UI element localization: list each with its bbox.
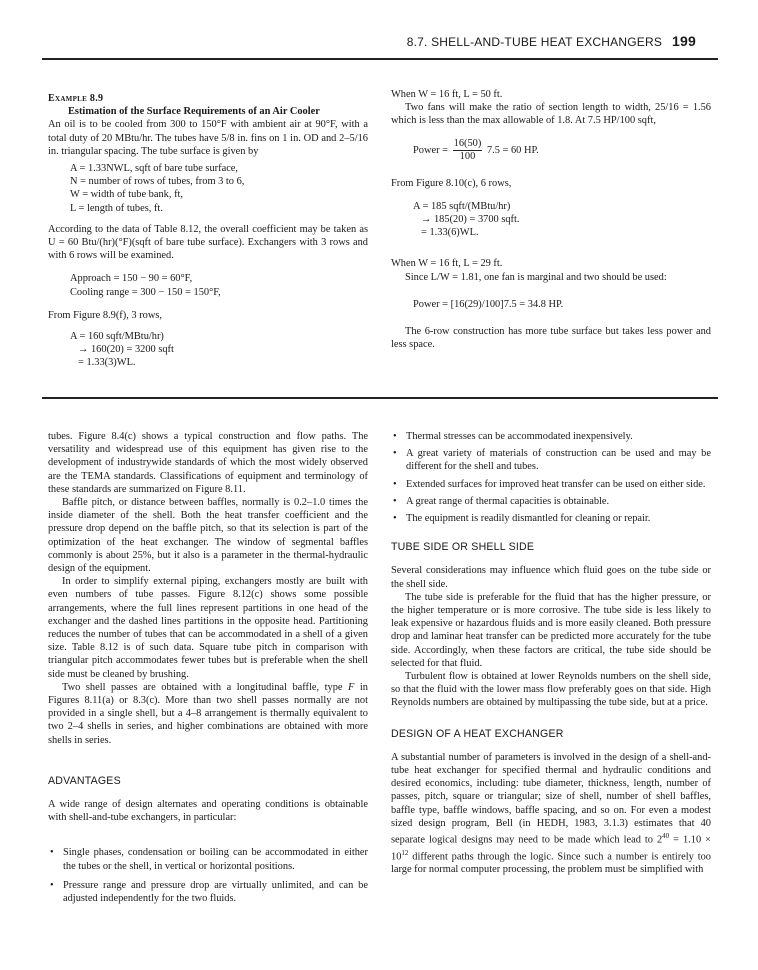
calc6-line1: A = 185 sqft/(MBtu/hr) [413,200,511,212]
example-label: Example 8.9 [48,93,104,104]
p4-before: Two shell passes are obtained with a longitudinal baffle, type [62,681,349,693]
tube-side-p1: Several considerations may influence which fluid goes on the tube side or the shell side. [391,565,711,590]
list-item: • A great variety of materials of construction can be used and may be different for the shell and tubes. [391,447,711,473]
fans-paragraph: Two fans will make the ratio of section length to width, 25/16 = 1.56 which is less than the max allowable of 1.8. At 7.5 HP/100 sqft, [391,102,711,127]
tube-side-p2: The tube side is preferable for the fluid that has the higher pressure, or the higher temperature or is more corrosive. The tube side is less likely to leak expensive or hazardous fluids and is more easily cleaned. Both pressure drop and laminar heat transfer can be predicted more accurately for the tube side. Accordingly, when these factors are critical, the tube side should be selected for that fluid. [391,591,711,669]
body-left-p1: tubes. Figure 8.4(c) shows a typical construction and flow paths. The versatility and widespread use of this equipment has given rise to the development of industrywide standards of which the most widely observed are the TEMA standards. Classifications of equipment and terminology of these standards are summarized on Figure 8.11. [48,431,368,495]
tube-side-p3: Turbulent flow is obtained at lower Reynolds numbers on the shell side, so that the fluid with the lower mass flow preferably goes on that side. High Reynolds numbers are obtained by multipassing the tube side, but at a price. [391,671,711,709]
definition-area: A = 1.33NWL, sqft of bare tube surface, [70,163,239,175]
design-p1 [391,751,711,877]
design-p1-exp1: 40 [662,832,670,841]
page-number: 199 [672,33,696,49]
cooling-range-equation: Cooling range = 300 − 150 = 150°F, [70,286,221,298]
p4-after: in Figures 8.11(a) or 8.3(c). More than two shell passes normally are not provided in a single shell, but a 4–8 arrangement is thermally equivalent to two 2–4 shells in series, and higher combinations are obtained with more shells in series. [48,681,368,746]
since-lw-sentence: Since L/W = 1.81, one fan is marginal and two should be used: [405,271,667,283]
power1-numerator: 16(50) [453,137,482,149]
advantages-heading: ADVANTAGES [48,774,121,787]
definition-rows: N = number of rows of tubes, from 3 to 6, [70,176,245,188]
design-p1-b: = 1.10 × 10 [391,834,711,863]
design-heading: DESIGN OF A HEAT EXCHANGER [391,727,564,740]
list-item: • A great range of thermal capacities is obtainable. [391,495,711,508]
example-para2: According to the data of Table 8.12, the overall coefficient may be taken as U = 60 Btu/(hr)(°F)(sqft of bare tube surface). Exchangers with 3 rows and with 6 rows will be examined. [48,223,368,262]
example-title: Estimation of the Surface Requirements of an Air Cooler [68,106,320,118]
definition-width: W = width of tube bank, ft, [70,189,184,201]
design-p1-exp2: 12 [401,848,409,857]
power1-denominator: 100 [459,150,476,162]
approach-equation: Approach = 150 − 90 = 60°F, [70,273,193,285]
tube-side-heading: TUBE SIDE OR SHELL SIDE [391,541,535,554]
body-right-column [391,430,711,877]
advantages-intro: A wide range of design alternates and operating conditions is obtainable with shell-and-tube exchangers, in particular: [48,799,368,824]
list-item: • Extended surfaces for improved heat transfer can be used on either side. [391,478,711,491]
list-item: • Thermal stresses can be accommodated inexpensively. [391,430,711,443]
power1-result: 7.5 = 60 HP. [486,144,539,156]
advantages-list-continued [391,430,711,525]
calc3-line2: → 160(20) = 3200 sqft [78,344,174,356]
from-figure-6rows: From Figure 8.10(c), 6 rows, [391,177,512,189]
power-equation-1 [391,138,711,163]
example-left-column [48,92,368,370]
running-head [407,33,696,49]
design-p1-c: different paths through the logic. Since such a number is entirely too large for normal computer processing, the problem must be simplified with [391,851,711,876]
example-conclusion: The 6-row construction has more tube surface but takes less power and less space. [391,326,711,351]
p4-type-f: F [348,681,355,693]
list-item: • Pressure range and pressure drop are virtually unlimited, and can be adjusted independently for the two fluids. [48,879,368,905]
running-head-section: 8.7. SHELL-AND-TUBE HEAT EXCHANGERS [406,35,663,49]
advantages-list [48,846,368,905]
definition-length: L = length of tubes, ft. [70,202,163,214]
power1-fraction [453,138,483,163]
example-end-rule [42,397,718,399]
example-intro: An oil is to be cooled from 300 to 150°F with ambient air at 90°F, with a total duty of 20 MBtu/hr. The tubes have 5/8 in. fins on 1 in. OD and 2–5/16 in. triangular spacing. The tube surface is given by [48,119,368,157]
power1-label: Power = [413,144,449,156]
calc3-line3: = 1.33(3)WL. [78,357,136,369]
when-w16-l29: When W = 16 ft, L = 29 ft. [391,258,503,270]
calc6-line2: → 185(20) = 3700 sqft. [421,214,520,226]
list-item: • The equipment is readily dismantled for cleaning or repair. [391,512,711,525]
header-rule [42,58,718,60]
body-left-p3: In order to simplify external piping, exchangers mostly are built with even numbers of tube passes. Figure 8.12(c) shows some possible arrangements, where the full lines represent partitions in one head of the exchanger and the dashed lines partitions in the opposite head. Partitioning reduces the number of tubes that can be accommodated in a shell of a given size. Table 8.12 is of such data. Square tube pitch in comparison with triangular pitch accommodates fewer tubes but is preferable when the shell side must be cleaned by brushing. [48,576,368,680]
calc3-line1: A = 160 sqft/MBtu/hr) [70,331,164,343]
power-equation-2: Power = [16(29)/100]7.5 = 34.8 HP. [413,298,564,310]
design-p1-a: A substantial number of parameters is involved in the design of a shell-and-tube heat exchanger for specified thermal and hydraulic conditions and desired economics, including: tube diameter, thickness, length, number of passes, pitch, square or triangular; size of shell, number of shell baffles, baffle type, baffle windows, baffle spacing, and so on. For even a modest sized design program, Bell (in HEDH, 1983, 3.1.3) estimates that 40 separate logical designs may need to be made which lead to 2 [391,751,711,846]
when-w16-l50: When W = 16 ft, L = 50 ft. [391,89,503,100]
body-left-column [48,430,368,905]
example-right-column [391,88,711,351]
body-left-p2: Baffle pitch, or distance between baffles, normally is 0.2–1.0 times the inside diameter of the shell. Both the heat transfer coefficient and the pressure drop depend on the baffle pitch, so that its selection is part of the optimization of the heat exchanger. The window of segmental baffles commonly is about 25%, but it also is a parameter in the thermal-hydraulic design of the equipment. [48,497,368,575]
calc6-line3: = 1.33(6)WL. [421,227,479,239]
from-figure-3rows: From Figure 8.9(f), 3 rows, [48,309,162,321]
body-left-p4 [48,681,368,747]
list-item: • Single phases, condensation or boiling can be accommodated in either the tubes or the shell, in vertical or horizontal positions. [48,846,368,872]
